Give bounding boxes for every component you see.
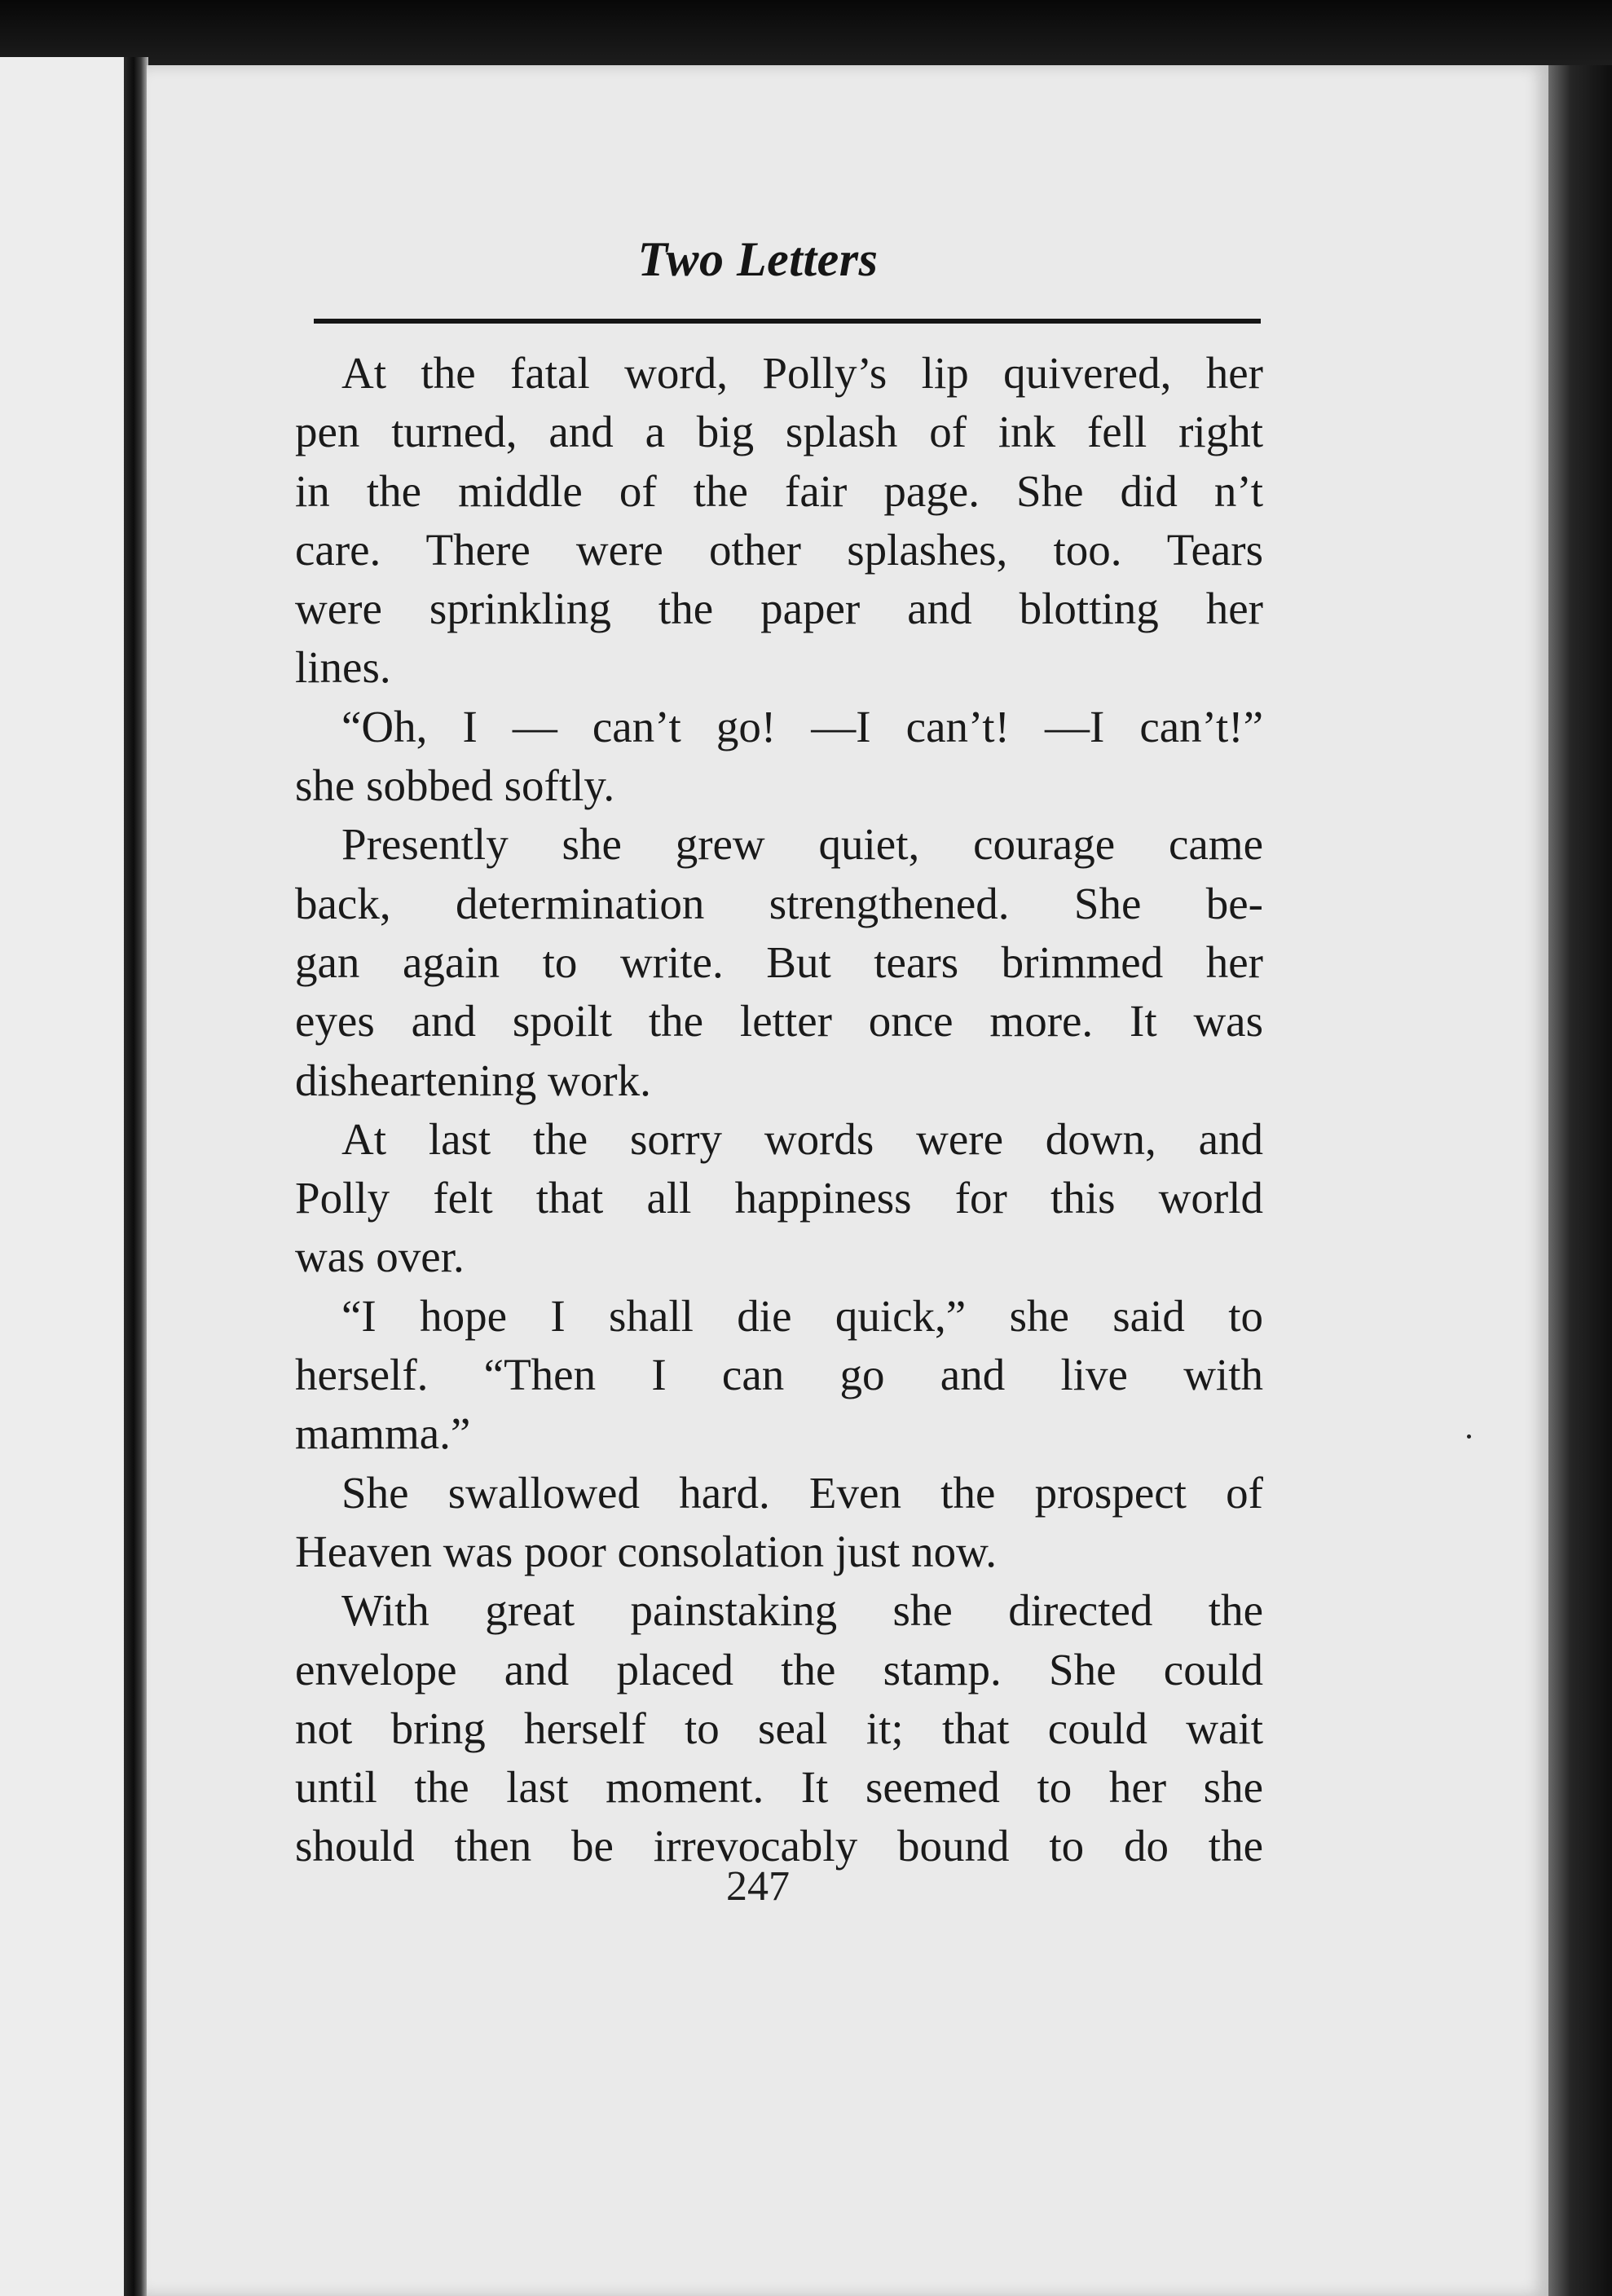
text-line: back, determination strengthened. She be- <box>295 878 1263 928</box>
text-line: gan again to write. But tears brimmed her <box>295 936 1263 987</box>
text-line: “I hope I shall die quick,” she said to <box>341 1290 1263 1341</box>
text-line: were sprinkling the paper and blotting her <box>295 584 1263 634</box>
body-text <box>295 344 1263 1876</box>
text-line: She swallowed hard. Even the prospect of <box>341 1467 1263 1518</box>
text-line: With great painstaking she directed the <box>341 1585 1263 1636</box>
text-line: pen turned, and a big splash of ink fell right <box>295 407 1263 457</box>
page-right-edge-shadow <box>1548 65 1612 2296</box>
text-line: At the fatal word, Polly’s lip quivered, her <box>341 348 1263 398</box>
text-line: herself. “Then I can go and live with <box>295 1350 1263 1400</box>
text-line: should then be irrevocably bound to do the <box>295 1821 1263 1871</box>
facing-page-edge <box>0 57 129 2296</box>
text-line: was over. <box>295 1232 465 1282</box>
text-line: in the middle of the fair page. She did n’t <box>295 465 1263 516</box>
scan-top-shadow <box>0 0 1612 69</box>
text-line: she sobbed softly. <box>295 760 615 811</box>
text-line: until the last moment. It seemed to her she <box>295 1762 1263 1813</box>
page-number: 247 <box>726 1863 790 1910</box>
text-line: lines. <box>295 642 391 693</box>
text-line: disheartening work. <box>295 1055 651 1105</box>
text-line: Heaven was poor consolation just now. <box>295 1526 997 1576</box>
text-line: Presently she grew quiet, courage came <box>341 819 1263 870</box>
text-line: care. There were other splashes, too. Tears <box>295 524 1263 575</box>
text-line: not bring herself to seal it; that could wait <box>295 1703 1263 1753</box>
text-line: envelope and placed the stamp. She could <box>295 1644 1263 1694</box>
text-line: “Oh, I — can’t go! —I can’t! —I can’t!” <box>341 701 1263 751</box>
header-rule <box>314 319 1261 324</box>
text-line: mamma.” <box>295 1408 471 1459</box>
scan-speck <box>1467 1434 1471 1439</box>
text-line: At last the sorry words were down, and <box>341 1113 1263 1164</box>
text-line: eyes and spoilt the letter once more. It was <box>295 996 1263 1047</box>
book-binding-gutter <box>124 57 148 2296</box>
text-line: Polly felt that all happiness for this world <box>295 1173 1263 1223</box>
running-header-title: Two Letters <box>637 232 879 286</box>
